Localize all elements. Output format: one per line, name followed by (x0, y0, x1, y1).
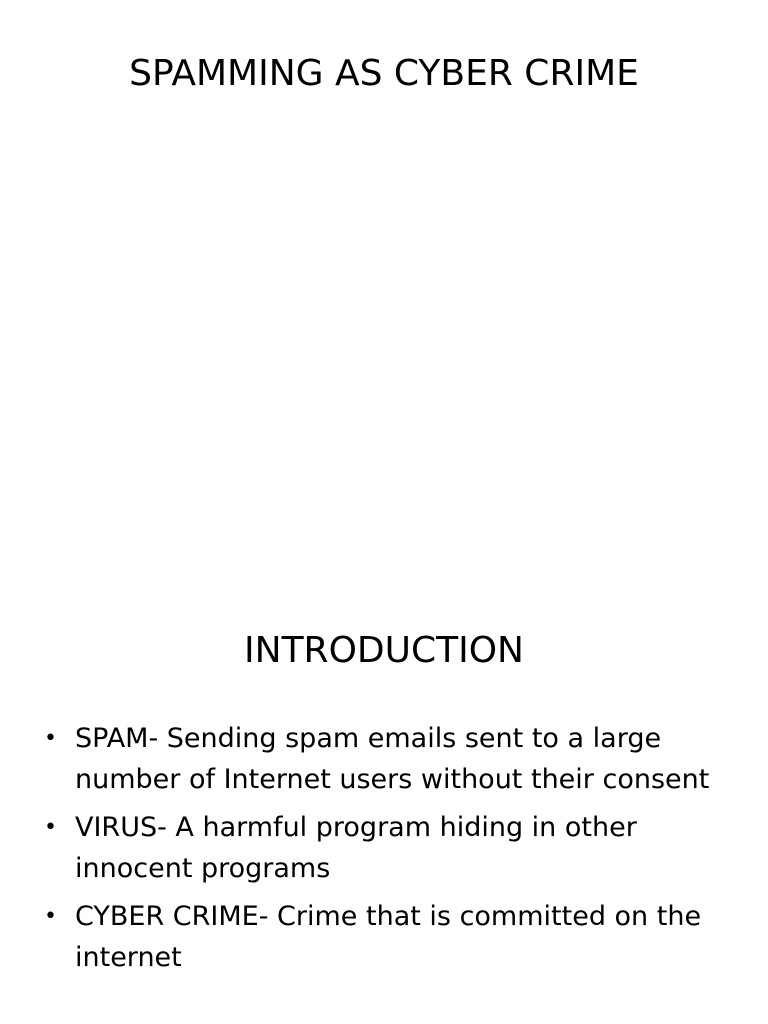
bullet-dot-icon: • (44, 904, 57, 929)
bullet-item (44, 896, 734, 978)
bullet-text: VIRUS- A harmful program hiding in other innocent programs (75, 812, 637, 884)
slide-heading: INTRODUCTION (244, 630, 524, 671)
bullet-text: SPAM- Sending spam emails sent to a large number of Internet users without their consent (75, 723, 710, 795)
bullet-dot-icon: • (44, 726, 57, 751)
slide-title: SPAMMING AS CYBER CRIME (129, 53, 639, 94)
bullet-item (44, 807, 734, 889)
bullet-text: CYBER CRIME- Crime that is committed on the internet (75, 901, 702, 973)
bullet-dot-icon: • (44, 815, 57, 840)
bullet-list (44, 718, 734, 978)
bullet-item (44, 718, 734, 800)
slide-introduction (0, 580, 768, 1024)
